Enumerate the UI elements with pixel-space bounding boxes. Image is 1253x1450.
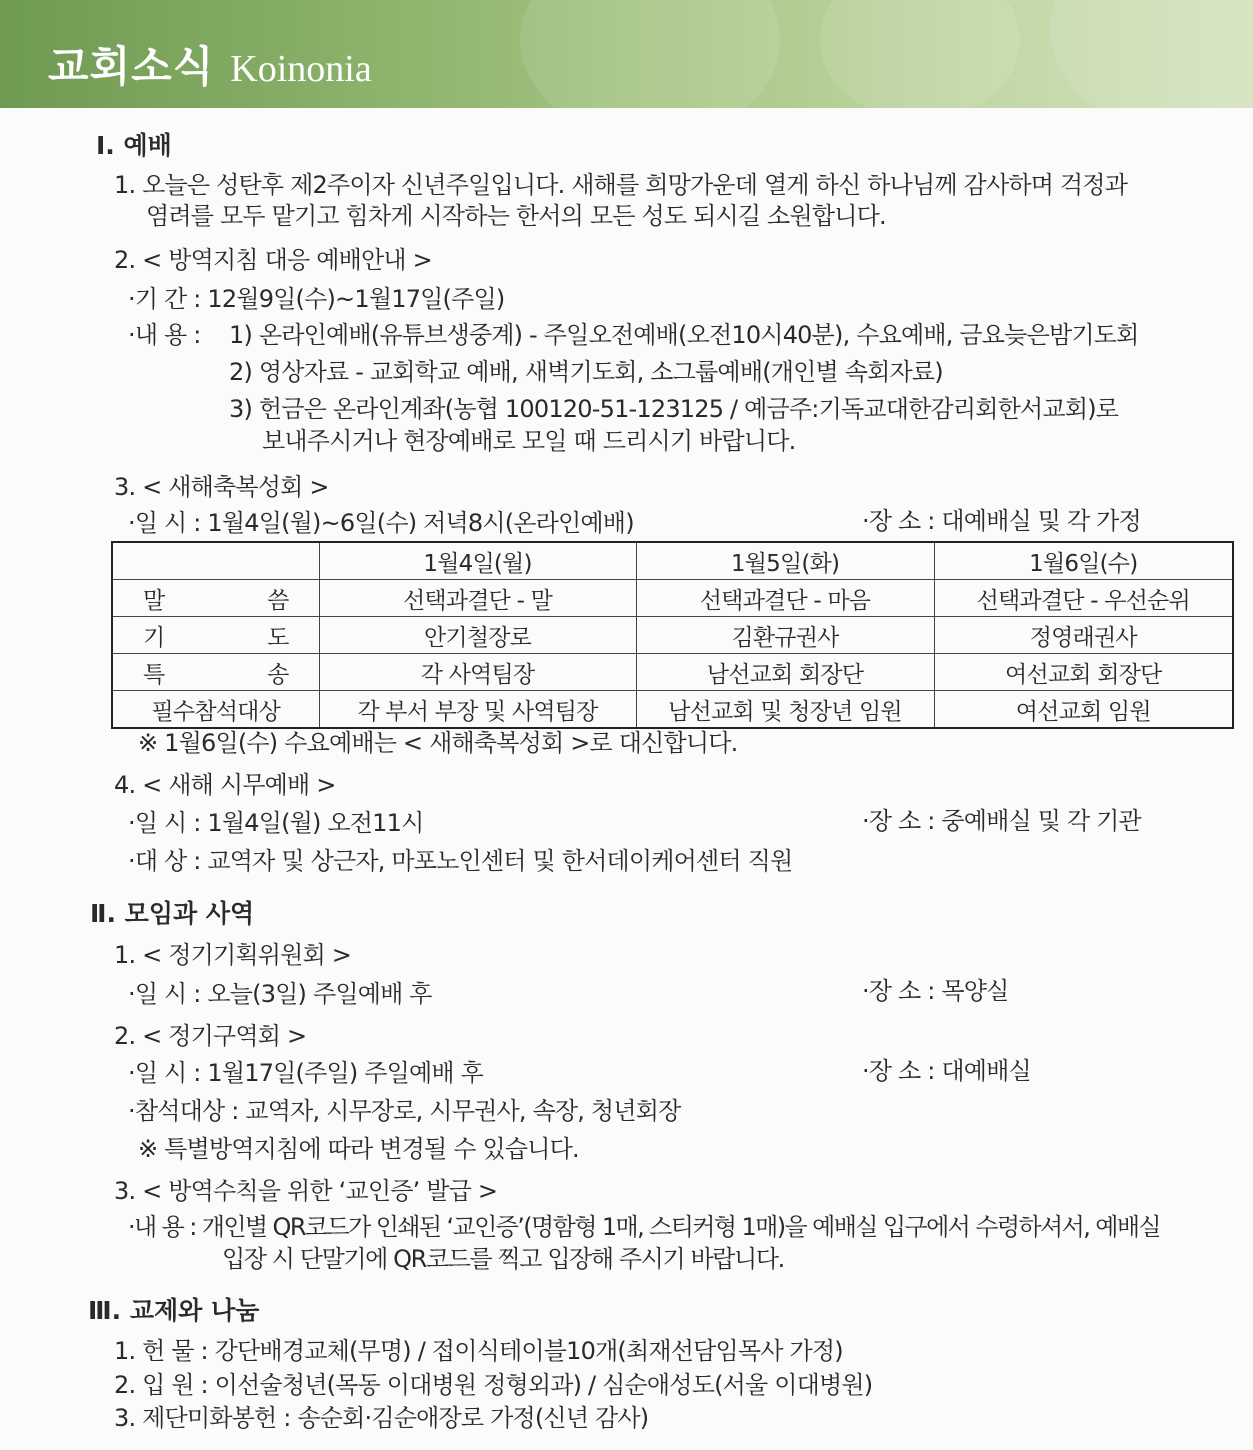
s1-item3-title: 3. < 새해축복성회 > bbox=[114, 473, 329, 501]
s1-item2-content-3b: 보내주시거나 현장예배로 모일 때 드리시기 바랍니다. bbox=[262, 427, 796, 455]
s1-item2-content-3a: 3) 헌금은 온라인계좌(농협 100120-51-123125 / 예금주:기독교대한감리회한서교회)로 bbox=[229, 395, 1119, 423]
s1-item2-period: ·기 간 : 12월9일(수)~1월17일(주일) bbox=[128, 285, 505, 313]
s1-item2-content-2: 2) 영상자료 - 교회학교 예배, 새벽기도회, 소그룹예배(개인별 속회자료) bbox=[229, 358, 943, 386]
s2-item1-title: 1. < 정기기획위원회 > bbox=[114, 941, 352, 969]
table-cell: 선택과결단 - 우선순위 bbox=[934, 580, 1233, 617]
table-row bbox=[112, 580, 1233, 617]
table-header-cell: 1월6일(수) bbox=[934, 542, 1233, 580]
table-cell: 여선교회 회장단 bbox=[934, 654, 1233, 691]
table-row bbox=[112, 617, 1233, 654]
table-cell: 정영래권사 bbox=[934, 617, 1233, 654]
table-cell: 선택과결단 - 말 bbox=[319, 580, 636, 617]
s3-line-2: 2. 입 원 : 이선술청년(목동 이대병원 정형외과) / 심순애성도(서울 이대병원) bbox=[114, 1371, 873, 1399]
s1-item4-target: ·대 상 : 교역자 및 상근자, 마포노인센터 및 한서데이케어센터 직원 bbox=[128, 847, 793, 875]
table-header-cell: 1월4일(월) bbox=[319, 542, 636, 580]
section-2-heading: Ⅱ. 모임과 사역 bbox=[90, 899, 255, 928]
table-cell: 여선교회 임원 bbox=[934, 691, 1233, 729]
table-cell: 남선교회 회장단 bbox=[636, 654, 934, 691]
table-header-row bbox=[112, 542, 1233, 580]
section-1-heading: Ⅰ. 예배 bbox=[96, 131, 172, 160]
title-korean: 교회소식 bbox=[48, 42, 215, 91]
s1-item2-title: 2. < 방역지침 대응 예배안내 > bbox=[114, 246, 432, 274]
s2-item2-when: ·일 시 : 1월17일(주일) 주일예배 후 bbox=[128, 1059, 484, 1087]
s1-item4-where: ·장 소 : 중예배실 및 각 기관 bbox=[862, 807, 1141, 835]
s3-line-3: 3. 제단미화봉헌 : 송순회·김순애장로 가정(신년 감사) bbox=[114, 1404, 649, 1432]
s2-item1-when: ·일 시 : 오늘(3일) 주일예배 후 bbox=[128, 980, 432, 1008]
s2-item3-content-2: 입장 시 단말기에 QR코드를 찍고 입장해 주시기 바랍니다. bbox=[222, 1245, 784, 1273]
s1-item4-when: ·일 시 : 1월4일(월) 오전11시 bbox=[128, 809, 424, 837]
table-cell: 선택과결단 - 마음 bbox=[636, 580, 934, 617]
row-label: 특 송 bbox=[112, 654, 319, 691]
table-cell: 남선교회 및 청장년 임원 bbox=[636, 691, 934, 729]
s2-item3-title: 3. < 방역수칙을 위한 ‘교인증’ 발급 > bbox=[114, 1177, 498, 1205]
row-label: 기 도 bbox=[112, 617, 319, 654]
row-label: 필수참석대상 bbox=[112, 691, 319, 729]
table-header-cell bbox=[112, 542, 319, 580]
s2-item3-content-1: ·내 용 : 개인별 QR코드가 인쇄된 ‘교인증’(명함형 1매, 스티커형 1매)을 예배실 입구에서 수령하셔서, 예배실 bbox=[128, 1213, 1161, 1241]
table-cell: 안기철장로 bbox=[319, 617, 636, 654]
s1-item3-where: ·장 소 : 대예배실 및 각 가정 bbox=[862, 507, 1141, 535]
s1-item3-when: ·일 시 : 1월4일(월)~6일(수) 저녁8시(온라인예배) bbox=[128, 509, 634, 537]
table-header-cell: 1월5일(화) bbox=[636, 542, 934, 580]
s2-item2-note: ※ 특별방역지침에 따라 변경될 수 있습니다. bbox=[138, 1135, 579, 1163]
s1-item4-title: 4. < 새해 시무예배 > bbox=[114, 771, 336, 799]
table-cell: 각 부서 부장 및 사역팀장 bbox=[319, 691, 636, 729]
s2-item1-where: ·장 소 : 목양실 bbox=[862, 977, 1009, 1005]
table-cell: 각 사역팀장 bbox=[319, 654, 636, 691]
s1-item2-content-1: 1) 온라인예배(유튜브생중계) - 주일오전예배(오전10시40분), 수요예배, 금요늦은밤기도회 bbox=[229, 321, 1139, 349]
row-label: 말 씀 bbox=[112, 580, 319, 617]
s1-item1-line2: 염려를 모두 맡기고 힘차게 시작하는 한서의 모든 성도 되시길 소원합니다. bbox=[146, 202, 886, 230]
table-row bbox=[112, 654, 1233, 691]
section-3-heading: Ⅲ. 교제와 나눔 bbox=[88, 1296, 260, 1325]
title-english: Koinonia bbox=[230, 48, 372, 90]
s1-item1-line1: 1. 오늘은 성탄후 제2주이자 신년주일입니다. 새해를 희망가운데 열게 하신 하나님께 감사하며 걱정과 bbox=[114, 171, 1128, 199]
s1-item2-content-label: ·내 용 : bbox=[128, 321, 201, 349]
table-row bbox=[112, 691, 1233, 729]
s2-item2-attend: ·참석대상 : 교역자, 시무장로, 시무권사, 속장, 청년회장 bbox=[128, 1097, 681, 1125]
table-cell: 김환규권사 bbox=[636, 617, 934, 654]
revival-schedule-table bbox=[111, 541, 1234, 729]
s3-line-1: 1. 헌 물 : 강단배경교체(무명) / 접이식테이블10개(최재선담임목사 가정) bbox=[114, 1337, 843, 1365]
s2-item2-title: 2. < 정기구역회 > bbox=[114, 1022, 307, 1050]
s2-item2-where: ·장 소 : 대예배실 bbox=[862, 1057, 1031, 1085]
s1-item3-note: ※ 1월6일(수) 수요예배는 < 새해축복성회 >로 대신합니다. bbox=[138, 729, 738, 757]
